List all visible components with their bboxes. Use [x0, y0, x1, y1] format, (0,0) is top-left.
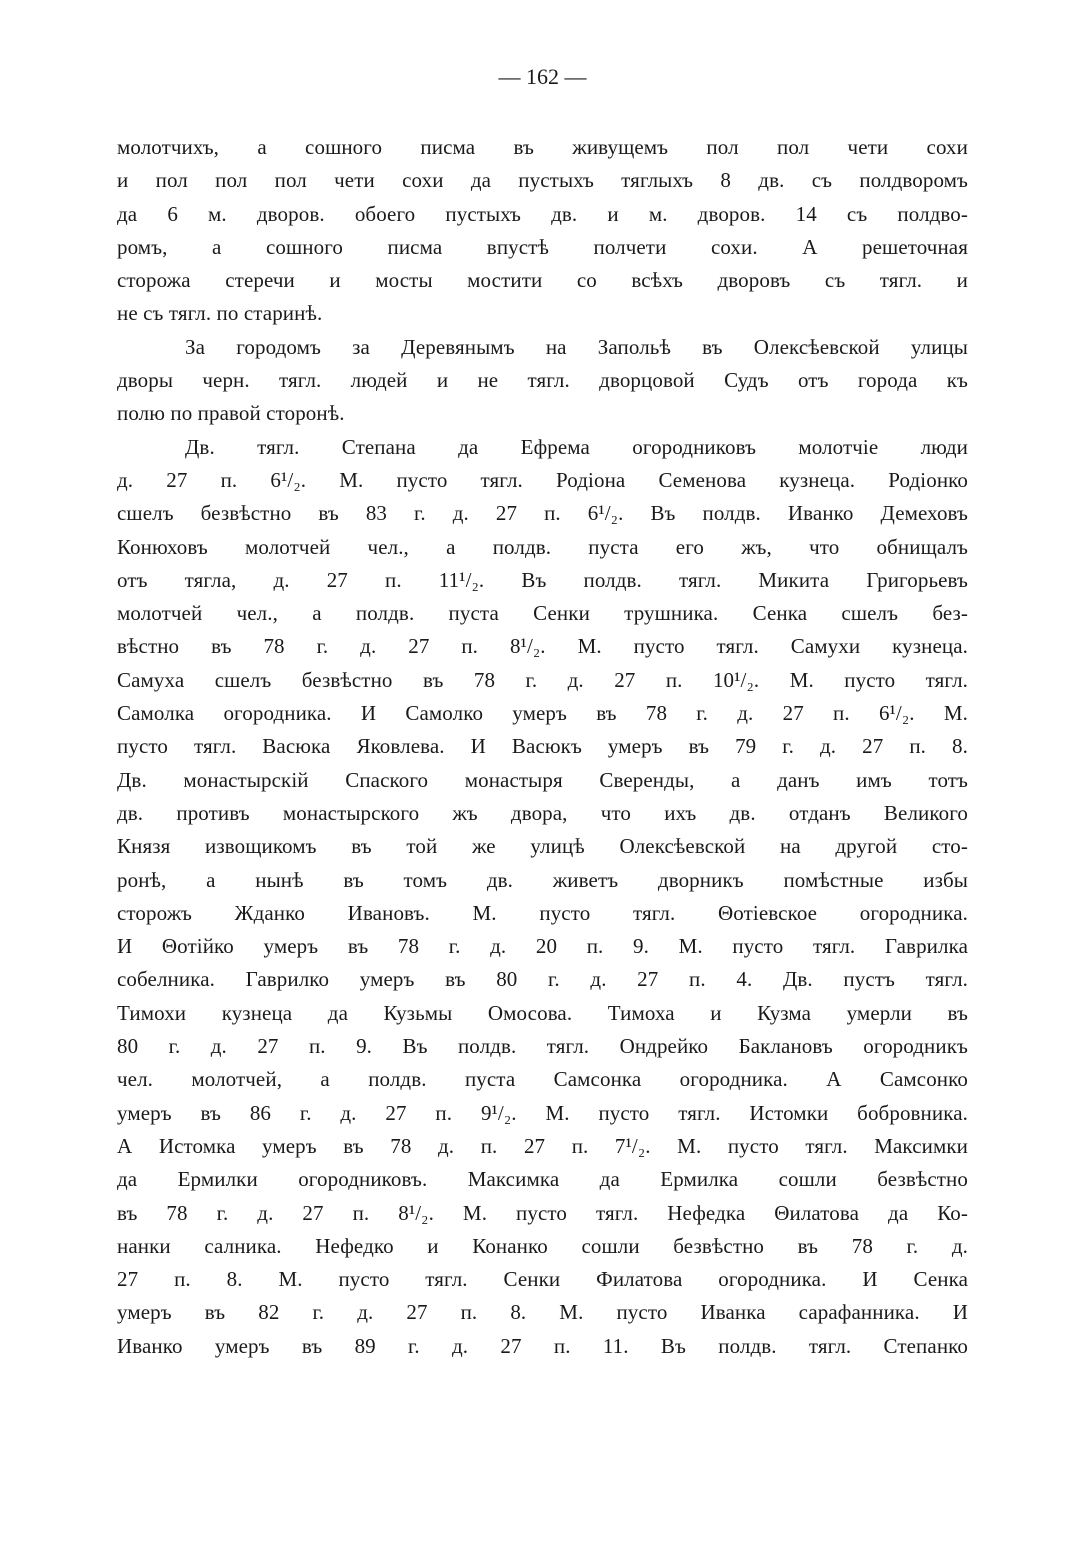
text-line: Самуха сшелъ безвѣстно въ 78 г. д. 27 п. 10¹/₂. М. пусто тягл. — [117, 667, 968, 692]
text-line: молотчей чел., а полдв. пуста Сенки трушника. Сенка сшелъ без- — [117, 601, 968, 626]
text-line: отъ тягла, д. 27 п. 11¹/₂. Въ полдв. тягл. Микита Григорьевъ — [117, 567, 968, 592]
page-number: — 162 — — [498, 64, 587, 89]
body-text — [117, 131, 968, 1363]
text-line: чел. молотчей, а полдв. пуста Самсонка огородника. А Самсонко — [117, 1067, 968, 1092]
text-line: нанки салника. Нефедко и Конанко сошли безвѣстно въ 78 г. д. — [117, 1233, 968, 1258]
text-line: ромъ, а сошного писма впустѣ полчети сохи. А решеточная — [117, 234, 968, 259]
text-line: Князя извощикомъ въ той же улицѣ Олексѣевской на другой сто- — [117, 834, 968, 859]
paragraph-start-line: За городомъ за Деревянымъ на Запольѣ въ Олексѣевской улицы — [185, 334, 968, 359]
text-line: вѣстно въ 78 г. д. 27 п. 8¹/₂. М. пусто тягл. Самухи кузнеца. — [117, 634, 968, 659]
text-line: сторожа стеречи и мосты мостити со всѣхъ дворовъ съ тягл. и — [117, 268, 968, 293]
text-line: Самолка огородника. И Самолко умеръ въ 78 г. д. 27 п. 6¹/₂. М. — [117, 701, 968, 726]
text-line: ронѣ, а нынѣ въ томъ дв. живетъ дворникъ помѣстные избы — [117, 867, 968, 892]
text-line: въ 78 г. д. 27 п. 8¹/₂. М. пусто тягл. Нефедка Θилатова да Ко- — [117, 1200, 968, 1225]
text-line: умеръ въ 86 г. д. 27 п. 9¹/₂. М. пусто тягл. Истомки бобровника. — [117, 1100, 968, 1125]
text-line: и пол пол пол чети сохи да пустыхъ тяглыхъ 8 дв. съ полдворомъ — [117, 168, 968, 193]
text-line: Дв. монастырскій Спаского монастыря Сверенды, а данъ имъ тотъ — [117, 767, 968, 792]
text-line: дворы черн. тягл. людей и не тягл. дворцовой Судъ отъ города къ — [117, 368, 968, 393]
text-line: И Θотійко умеръ въ 78 г. д. 20 п. 9. М. пусто тягл. Гаврилка — [117, 934, 968, 959]
text-line: Тимохи кузнеца да Кузьмы Омосова. Тимоха и Кузма умерли въ — [117, 1000, 968, 1025]
text-line: да Ермилки огородниковъ. Максимка да Ермилка сошли безвѣстно — [117, 1167, 968, 1192]
text-line: собелника. Гаврилко умеръ въ 80 г. д. 27 п. 4. Дв. пустъ тягл. — [117, 967, 968, 992]
text-line: 27 п. 8. М. пусто тягл. Сенки Филатова огородника. И Сенка — [117, 1267, 968, 1292]
text-line: умеръ въ 82 г. д. 27 п. 8. М. пусто Иванка сарафанника. И — [117, 1300, 968, 1325]
text-line: Иванко умеръ въ 89 г. д. 27 п. 11. Въ полдв. тягл. Степанко — [117, 1333, 968, 1358]
text-line: пусто тягл. Васюка Яковлева. И Васюкъ умеръ въ 79 г. д. 27 п. 8. — [117, 734, 968, 759]
text-line: полю по правой сторонѣ. — [117, 401, 345, 426]
text-line: дв. противъ монастырского жъ двора, что ихъ дв. отданъ Великого — [117, 800, 968, 825]
text-line: 80 г. д. 27 п. 9. Въ полдв. тягл. Ондрейко Баклановъ огородникъ — [117, 1034, 968, 1059]
text-line: А Истомка умеръ въ 78 д. п. 27 п. 7¹/₂. М. пусто тягл. Максимки — [117, 1133, 968, 1158]
text-line: д. 27 п. 6¹/₂. М. пусто тягл. Родіона Семенова кузнеца. Родіонко — [117, 467, 968, 492]
text-line: сшелъ безвѣстно въ 83 г. д. 27 п. 6¹/₂. Въ полдв. Иванко Демеховъ — [117, 501, 968, 526]
text-line: молотчихъ, а сошного писма въ живущемъ пол пол чети сохи — [117, 135, 968, 159]
text-line: сторожъ Жданко Ивановъ. М. пусто тягл. Θотіевское огородника. — [117, 900, 968, 925]
text-line: не съ тягл. по старинѣ. — [117, 301, 323, 326]
paragraph-start-line: Дв. тягл. Степана да Ефрема огородниковъ молотчіе люди — [185, 434, 968, 459]
text-line: да 6 м. дворов. обоего пустыхъ дв. и м. дворов. 14 съ полдво- — [117, 201, 968, 226]
text-line: Конюховъ молотчей чел., а полдв. пуста его жъ, что обнищалъ — [117, 534, 968, 559]
